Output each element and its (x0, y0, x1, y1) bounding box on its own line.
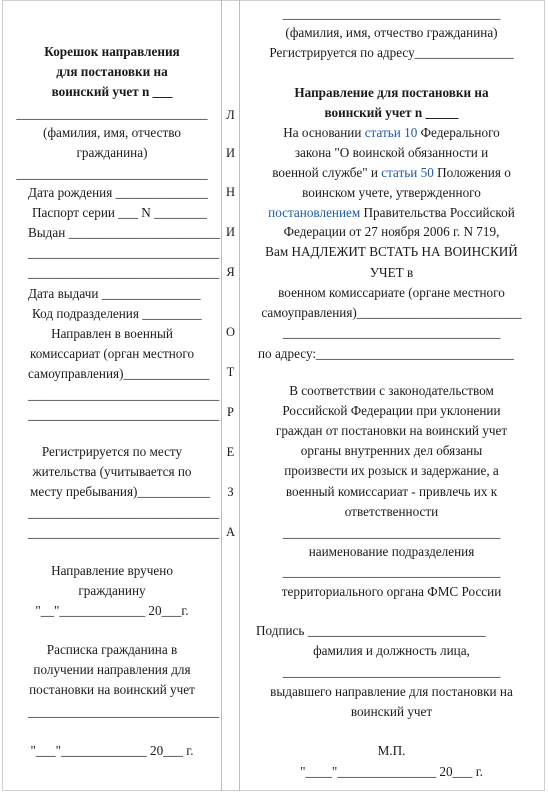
handed-text: гражданину (78, 583, 146, 598)
seal-mark: М.П. (377, 743, 406, 758)
cut-letter: Р (227, 405, 234, 419)
law-text: Российской Федерации при уклонении (282, 403, 501, 418)
stub-column (3, 0, 222, 791)
issuer-hint: выдавшего направление для постановки на (270, 684, 513, 699)
blank-line: _________________________________ (282, 6, 501, 21)
receipt-text: Расписка гражданина в (46, 642, 178, 657)
article-10-link[interactable]: статьи 10 (364, 125, 418, 140)
blank-line: _________________________________ (282, 325, 501, 340)
referral-title: воинский учет n _____ (324, 105, 459, 120)
name-field-line: _____________________________ (16, 106, 208, 121)
signer-hint: фамилия и должность лица, (313, 643, 470, 658)
blank-line: _____________________________ (28, 704, 220, 719)
law-text: В соответствии с законодательством (289, 383, 494, 398)
blank-line: _____________________________ (28, 387, 220, 402)
date-line: "__"_____________ 20___г. (35, 603, 189, 618)
law-text: произвести их розыск и задержание, а (284, 463, 499, 478)
cut-letter: А (225, 525, 236, 539)
order-text: самоуправления)_________________________ (261, 305, 522, 320)
order-text: Вам НАДЛЕЖИТ ВСТАТЬ НА ВОИНСКИЙ (265, 244, 518, 259)
blank-line: _____________________________ (28, 407, 220, 422)
law-text: военный комиссариат - привлечь их к (285, 484, 498, 499)
law-text: ответственности (344, 504, 439, 519)
blank-line: _____________________________ (28, 505, 220, 520)
referral-title: Направление для постановки на (294, 85, 489, 100)
cut-letter: Я (226, 265, 235, 279)
resolution-link[interactable]: постановлением (268, 205, 361, 220)
registration-text: Регистрируется по месту (41, 444, 183, 459)
passport-field: Паспорт серии ___ N ________ (32, 205, 207, 220)
law-text: органы внутренних дел обязаны (300, 443, 483, 458)
law-text: граждан от постановки на воинский учет (275, 423, 508, 438)
cut-letter: Е (226, 445, 235, 459)
name-hint: (фамилия, имя, отчество гражданина) (285, 25, 498, 40)
unit-name-hint: наименование подразделения (308, 544, 475, 559)
basis-text (240, 163, 543, 183)
basis-text-part: На основании (283, 125, 365, 140)
blank-line: _____________________________ (28, 525, 220, 540)
cut-letter: И (225, 225, 236, 239)
cut-letter: Л (226, 108, 235, 122)
cut-letter: И (225, 146, 236, 160)
birth-date-field: Дата рождения ______________ (28, 185, 208, 200)
basis-text-part: Федерального (417, 125, 500, 140)
receipt-text: получении направления для (33, 662, 191, 677)
article-50-link[interactable]: статьи 50 (381, 165, 434, 180)
handed-text: Направление вручено (51, 563, 173, 578)
basis-text: закона "О воинской обязанности и (294, 145, 489, 160)
basis-text-part: Правительства Российской (360, 205, 515, 220)
blank-line: _________________________________ (282, 564, 501, 579)
issuer-hint: воинский учет (350, 704, 433, 719)
sent-to-text: самоуправления)_____________ (28, 366, 210, 381)
basis-text-part: Положения о (433, 165, 511, 180)
registration-text: жительства (учитывается по (32, 464, 192, 479)
basis-text: Федерации от 27 ноября 2006 г. N 719, (283, 224, 500, 239)
cut-letter: О (225, 325, 236, 339)
referral-column (240, 0, 543, 791)
registration-address: Регистрируется по адресу_______________ (269, 45, 514, 60)
blank-line: _____________________________ (16, 166, 208, 181)
cut-letter: Н (225, 185, 236, 199)
cut-letter: З (227, 485, 234, 499)
basis-text (240, 203, 543, 223)
registration-text: месту пребывания)___________ (30, 484, 210, 499)
order-text: военном комиссариате (органе местного (278, 285, 505, 300)
stub-title: Корешок направления (44, 44, 180, 59)
blank-line: _________________________________ (282, 664, 501, 679)
blank-line: _____________________________ (28, 265, 220, 280)
name-hint: (фамилия, имя, отчество (43, 125, 181, 140)
fms-hint: территориального органа ФМС России (281, 584, 502, 599)
signature-field: Подпись ___________________________ (256, 623, 486, 638)
address-field: по адресу:______________________________ (258, 346, 514, 361)
stub-title: для постановки на (56, 64, 168, 79)
issue-date-field: Дата выдачи _______________ (28, 286, 201, 301)
date-line: "____"_______________ 20___ г. (300, 764, 483, 779)
receipt-text: постановки на воинский учет (29, 682, 195, 697)
sent-to-text: Направлен в военный (51, 326, 173, 341)
sent-to-text: комиссариат (орган местного (29, 346, 195, 361)
cut-line-column (222, 0, 240, 791)
basis-text-part: военной службе" и (272, 165, 382, 180)
order-text: УЧЕТ в (369, 265, 414, 280)
date-line: "___"_____________ 20___ г. (30, 743, 194, 758)
basis-text (240, 123, 543, 143)
unit-code-field: Код подразделения _________ (32, 306, 202, 321)
basis-text: воинском учете, утвержденного (302, 185, 481, 200)
name-hint: гражданина) (76, 145, 148, 160)
stub-title: воинский учет n ___ (51, 84, 173, 99)
blank-line: _____________________________ (28, 245, 220, 260)
issued-by-field: Выдан _______________________ (28, 225, 221, 240)
blank-line: _________________________________ (282, 525, 501, 540)
cut-letter: Т (226, 365, 235, 379)
